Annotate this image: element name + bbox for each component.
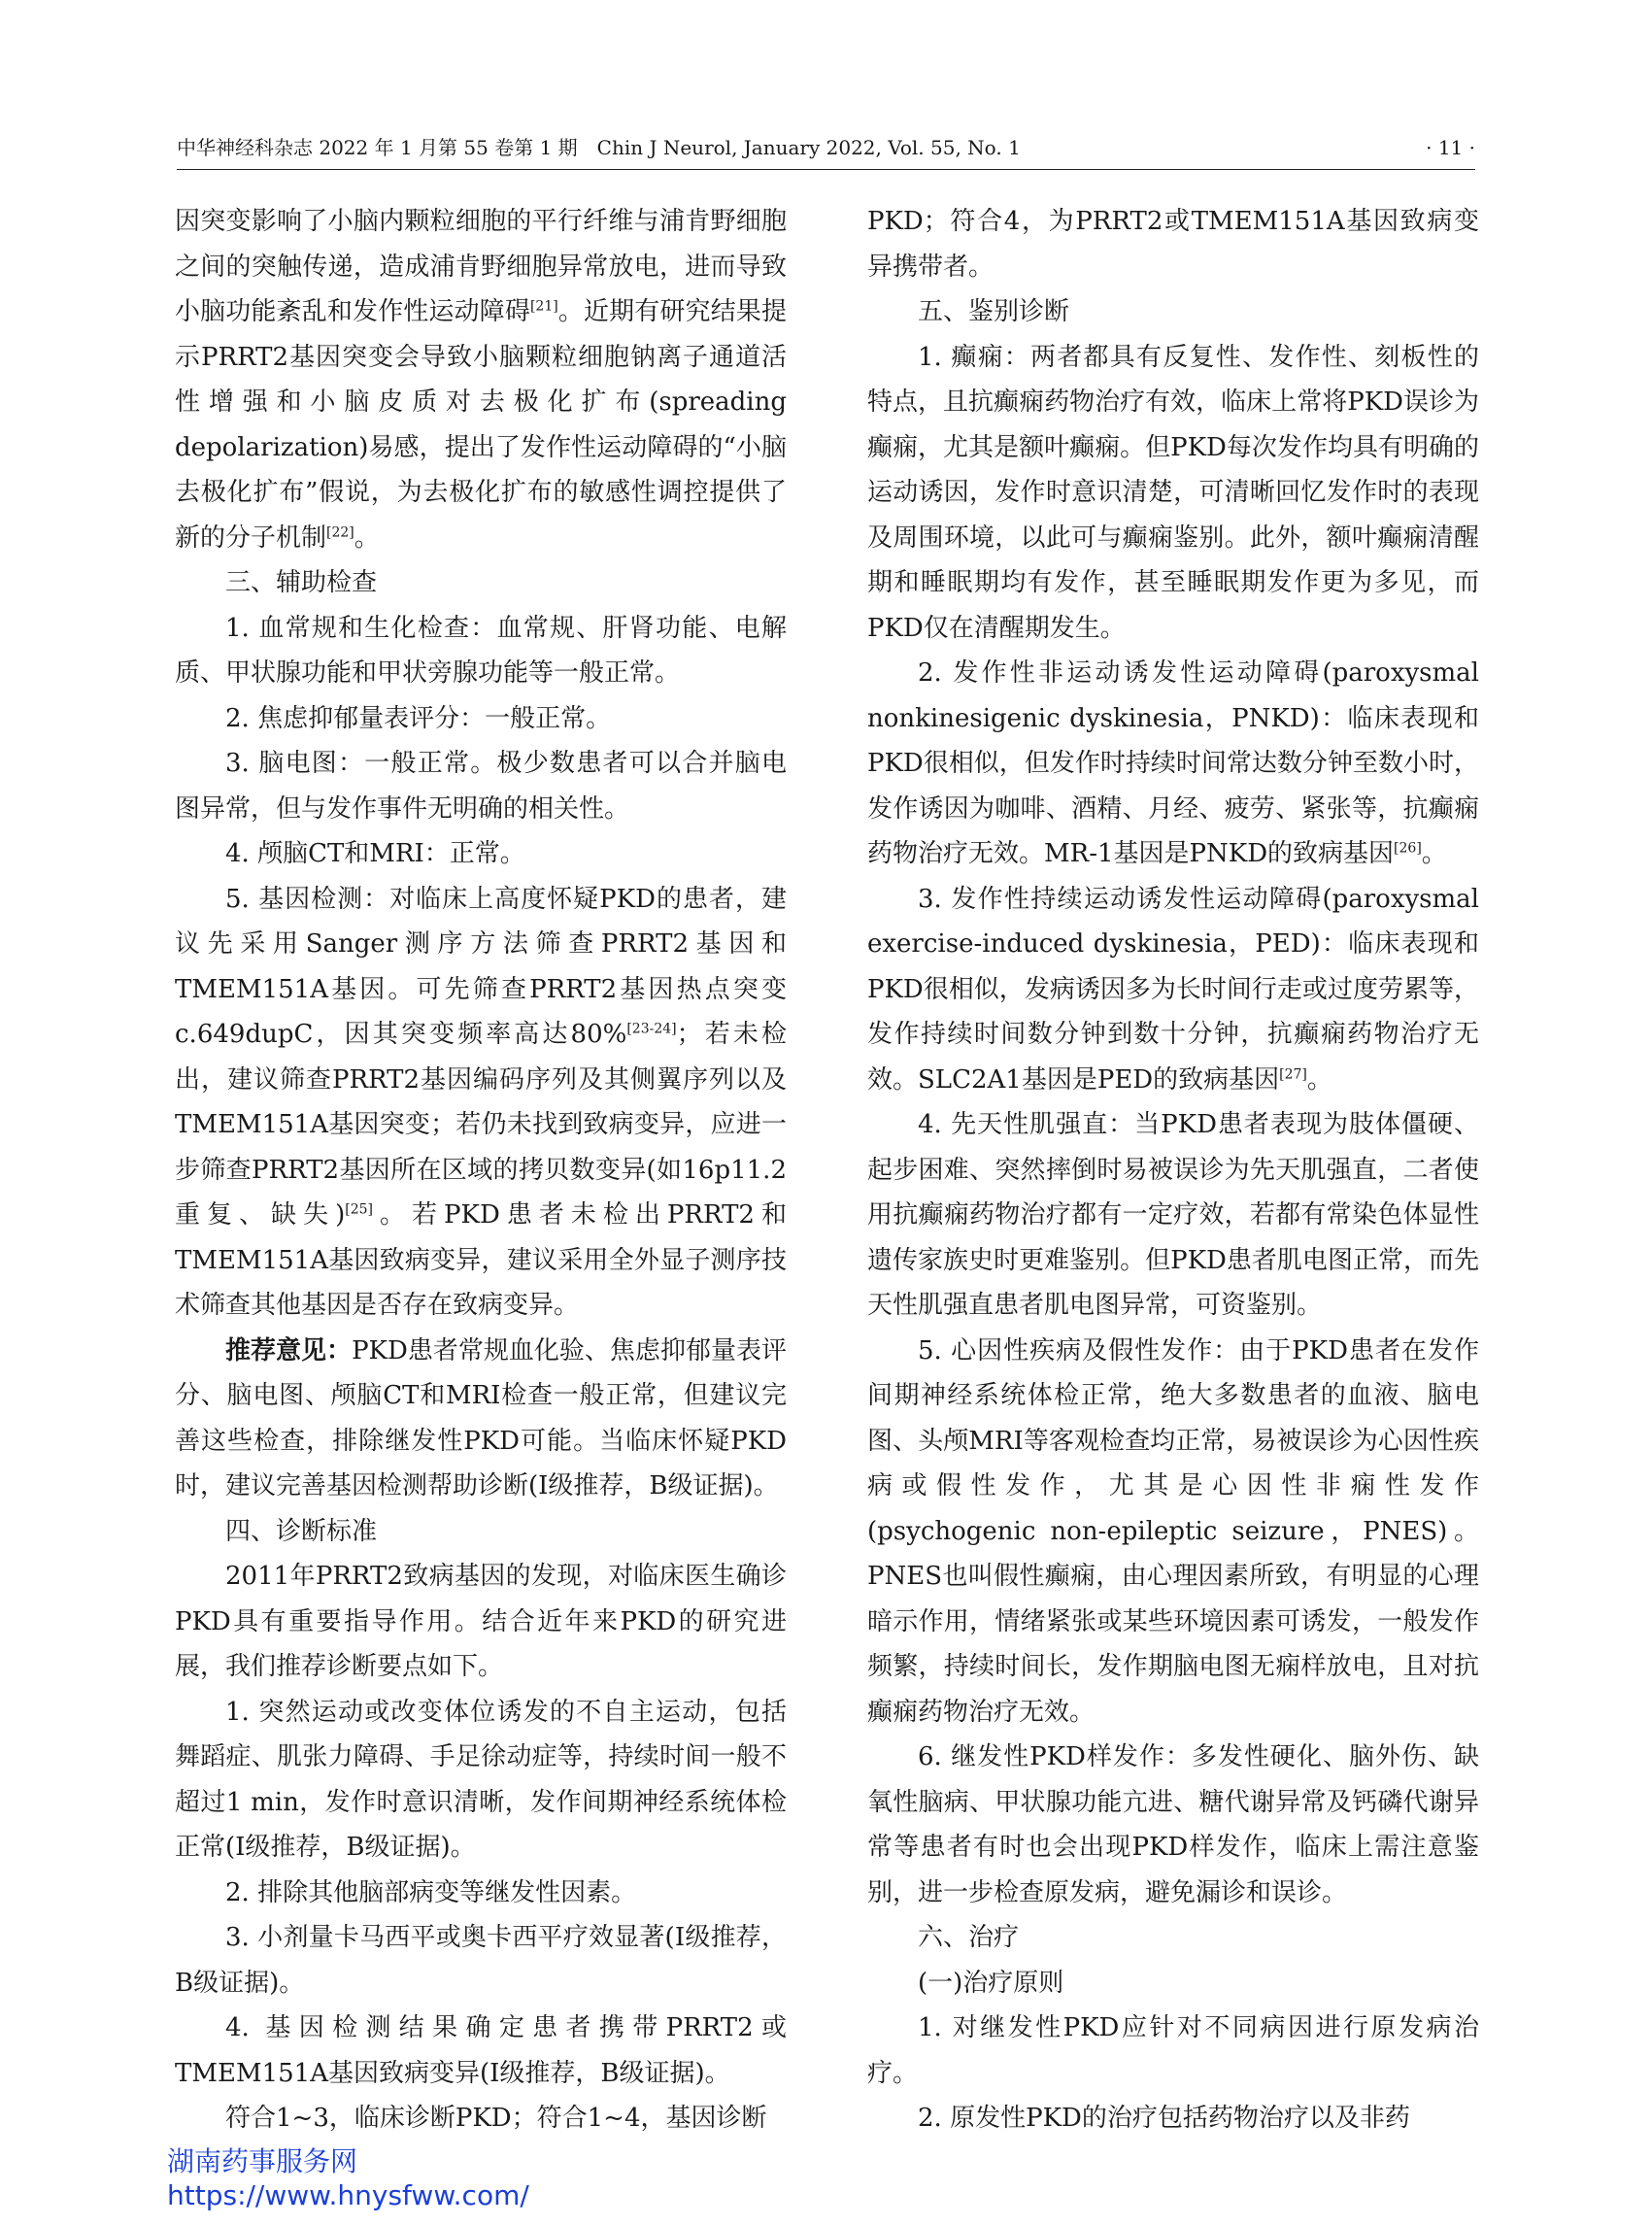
paragraph: 3. 发作性持续运动诱发性运动障碍(paroxysmal exercise‑induced dyskinesia，PED)：临床表现和PKD很相似，发病诱因多为长时间行走或过度劳累等，发作持续时间数分钟到数十分钟，抗癫痫药物治疗无效。SLC2A1基因是PED的致病基因[27]。 bbox=[867, 884, 1479, 1095]
paragraph: 2. 焦虑抑郁量表评分：一般正常。 bbox=[225, 703, 612, 733]
running-header bbox=[177, 134, 1475, 170]
paragraph: PKD；符合4，为PRRT2或TMEM151A基因致病变异携带者。 bbox=[867, 207, 1479, 282]
paragraph: 因突变影响了小脑内颗粒细胞的平行纤维与浦肯野细胞之间的突触传递，造成浦肯野细胞异常放电，进而导致小脑功能紊乱和发作性运动障碍[21]。近期有研究结果提示PRRT2基因突变会导致小脑颗粒细胞钠离子通道活性增强和小脑皮质对去极化扩布(spreading depolarization)易感，提出了发作性运动障碍的“小脑去极化扩布”假说，为去极化扩布的敏感性调控提供了新的分子机制[22]。 bbox=[175, 207, 787, 553]
paragraph: 2. 原发性PKD的治疗包括药物治疗以及非药 bbox=[918, 2104, 1410, 2133]
paragraph: 2011年PRRT2致病基因的发现，对临床医生确诊PKD具有重要指导作用。结合近年来PKD的研究进展，我们推荐诊断要点如下。 bbox=[175, 1562, 787, 1681]
paragraph: 5. 心因性疾病及假性发作：由于PKD患者在发作间期神经系统体检正常，绝大多数患者的血液、脑电图、头颅MRI等客观检查均正常，易被误诊为心因性疾病或假性发作，尤其是心因性非痫性发作(psychogenic non‑epileptic seizure，PNES)。PNES也叫假性癫痫，由心理因素所致，有明显的心理暗示作用，情绪紧张或某些环境因素可诱发，一般发作频繁，持续时间长，发作期脑电图无痫样放电，且对抗癫痫药物治疗无效。 bbox=[867, 1335, 1479, 1727]
citation: [25] bbox=[345, 1201, 373, 1218]
paragraph: 3. 小剂量卡马西平或奥卡西平疗效显著(Ⅰ级推荐，B级证据)。 bbox=[175, 1923, 787, 1998]
section-heading: 四、诊断标准 bbox=[225, 1516, 378, 1546]
section-heading: 五、鉴别诊断 bbox=[918, 297, 1070, 326]
paragraph: 4. 基因检测结果确定患者携带PRRT2或TMEM151A基因致病变异(Ⅰ级推荐，B级证据)。 bbox=[175, 2013, 787, 2088]
paragraph: 1. 癫痫：两者都具有反复性、发作性、刻板性的特点，且抗癫痫药物治疗有效，临床上常将PKD误诊为癫痫，尤其是额叶癫痫。但PKD每次发作均具有明确的运动诱因，发作时意识清楚，可清晰回忆发作时的表现及周围环境，以此可与癫痫鉴别。此外，额叶癫痫清醒期和睡眠期均有发作，甚至睡眠期发作更为多见，而PKD仅在清醒期发生。 bbox=[867, 342, 1479, 643]
paragraph: 符合1~3，临床诊断PKD；符合1~4，基因诊断 bbox=[225, 2104, 767, 2133]
paragraph: 1. 对继发性PKD应针对不同病因进行原发病治疗。 bbox=[867, 2013, 1479, 2088]
paragraph: 6. 继发性PKD样发作：多发性硬化、脑外伤、缺氧性脑病、甲状腺功能亢进、糖代谢异常及钙磷代谢异常等患者有时也会出现PKD样发作，临床上需注意鉴别，进一步检查原发病，避免漏诊和误诊。 bbox=[867, 1742, 1479, 1907]
paragraph: 1. 突然运动或改变体位诱发的不自主运动，包括舞蹈症、肌张力障碍、手足徐动症等，持续时间一般不超过1 min，发作时意识清晰，发作间期神经系统体检正常(Ⅰ级推荐，B级证据)。 bbox=[175, 1697, 787, 1862]
paragraph: 4. 先天性肌强直：当PKD患者表现为肢体僵硬、起步困难、突然摔倒时易被误诊为先天肌强直，二者使用抗癫痫药物治疗都有一定疗效，若都有常染色体显性遗传家族史时更难鉴别。但PKD患者肌电图正常，而先天性肌强直患者肌电图异常，可资鉴别。 bbox=[867, 1110, 1479, 1320]
section-heading: 六、治疗 bbox=[918, 1923, 1020, 1952]
section-heading: 三、辅助检查 bbox=[225, 568, 378, 597]
citation: [23‑24] bbox=[626, 1021, 677, 1037]
citation: [21] bbox=[529, 298, 558, 315]
watermark-url-link[interactable]: https://www.hnysfww.com/ bbox=[167, 2179, 529, 2211]
paragraph: 2. 发作性非运动诱发性运动障碍(paroxysmal nonkinesigenic dyskinesia，PNKD)：临床表现和PKD很相似，但发作时持续时间常达数分钟至数小时，发作诱因为咖啡、酒精、月经、疲劳、紧张等，抗癫痫药物治疗无效。MR‑1基因是PNKD的致病基因[26]。 bbox=[867, 658, 1479, 868]
watermark-site-name: 湖南药事服务网 bbox=[167, 2145, 358, 2177]
recommendation-label: 推荐意见： bbox=[225, 1335, 353, 1365]
paragraph: 1. 血常规和生化检查：血常规、肝肾功能、电解质、甲状腺功能和甲状旁腺功能等一般正常。 bbox=[175, 613, 787, 688]
journal-info: 中华神经科杂志 2022 年 1 月第 55 卷第 1 期 Chin J Neurol, January 2022, Vol. 55, No. 1 bbox=[177, 136, 1021, 159]
citation: [26] bbox=[1394, 840, 1422, 857]
right-column bbox=[867, 199, 1479, 2141]
citation: [22] bbox=[326, 523, 354, 540]
page-number: · 11 · bbox=[1426, 136, 1475, 159]
paragraph: 3. 脑电图：一般正常。极少数患者可以合并脑电图异常，但与发作事件无明确的相关性。 bbox=[175, 749, 787, 824]
paragraph: 2. 排除其他脑部病变等继发性因素。 bbox=[225, 1877, 637, 1907]
paragraph: 4. 颅脑CT和MRI：正常。 bbox=[225, 839, 525, 868]
subsection-heading: (一)治疗原则 bbox=[918, 1968, 1064, 1998]
citation: [27] bbox=[1279, 1065, 1307, 1082]
paragraph: 5. 基因检测：对临床上高度怀疑PKD的患者，建议先采用Sanger测序方法筛查PRRT2基因和TMEM151A基因。可先筛查PRRT2基因热点突变c.649dupC，因其突变频率高达80%[23‑24]；若未检出，建议筛查PRRT2基因编码序列及其侧翼序列以及TMEM151A基因突变；若仍未找到致病变异，应进一步筛查PRRT2基因所在区域的拷贝数变异(如16p11.2 重复、缺失)[25]。若PKD患者未检出PRRT2和TMEM151A基因致病变异，建议采用全外显子测序技术筛查其他基因是否存在致病变异。 bbox=[175, 884, 787, 1320]
watermark bbox=[167, 2144, 529, 2212]
recommendation: 推荐意见：PKD患者常规血化验、焦虑抑郁量表评分、脑电图、颅脑CT和MRI检查一般正常，但建议完善这些检查，排除继发性PKD可能。当临床怀疑PKD时，建议完善基因检测帮助诊断(Ⅰ级推荐，B级证据)。 bbox=[175, 1335, 787, 1500]
left-column bbox=[175, 199, 787, 2141]
